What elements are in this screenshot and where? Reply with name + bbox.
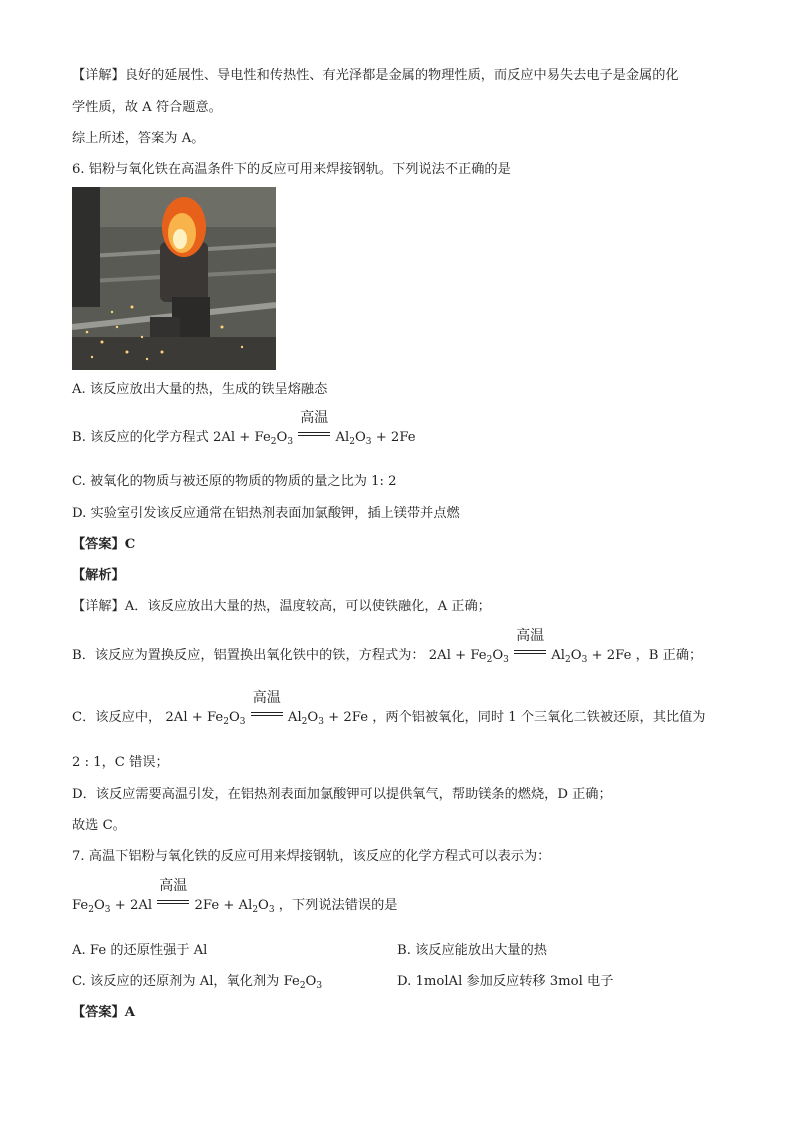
eq-sub: 3: [365, 437, 372, 447]
analysis-label: 【解析】: [72, 568, 125, 583]
eq-o: O: [93, 898, 105, 913]
detail-6a: 【详解】A．该反应放出大量的热，温度较高，可以使铁融化，A 正确；: [72, 599, 491, 614]
eq-sub: 2: [299, 981, 306, 991]
option-6b-text: B. 该反应的化学方程式: [72, 430, 209, 445]
condition-label: 高温: [516, 628, 545, 644]
equation-6b: [212, 410, 416, 447]
eq-o: O: [276, 430, 288, 445]
detail-6c-ratio: 2 : 1，C 错误；: [72, 755, 169, 770]
answer-7: 【答案】A: [72, 1005, 135, 1020]
detail-6b-text: B．该反应为置换反应，铝置换出氧化铁中的铁，方程式为：: [72, 648, 425, 663]
eq-lhs-mid: + 2Al: [110, 898, 153, 913]
question-7-tail: ，下列说法错误的是: [278, 898, 398, 913]
option-6d: D. 实验室引发该反应通常在铝热剂表面加氯酸钾，插上镁带并点燃: [72, 506, 460, 521]
question-7: 7. 高温下铝粉与氧化铁的反应可用来焊接钢轨，该反应的化学方程式可以表示为：: [72, 849, 551, 864]
option-7a: A. Fe 的还原性强于 Al: [72, 943, 208, 958]
eq-rhs: Al: [335, 430, 350, 445]
eq-sub: 2: [270, 437, 277, 447]
eq-lhs: 2Al + Fe: [212, 430, 271, 445]
option-6a: A. 该反应放出大量的热，生成的铁呈熔融态: [72, 382, 328, 397]
eq-sub: 2: [88, 905, 94, 915]
eq-rhs: 2Fe + Al: [194, 898, 253, 913]
eq-sub: 3: [268, 905, 275, 915]
detail-text-2: 学性质，故 A 符合题意。: [72, 100, 222, 115]
thermite-welding-photo: [72, 187, 276, 370]
thermite-photo-drawing: [72, 187, 276, 370]
option-7d: D. 1molAl 参加反应转移 3mol 电子: [397, 974, 614, 989]
condition-label: 高温: [252, 690, 281, 706]
detail-6b-tail: ，B 正确；: [635, 648, 703, 663]
eq-sub: 2: [252, 905, 259, 915]
eq-sub: 3: [581, 655, 588, 665]
detail-6c-text: C．该反应中，: [72, 710, 162, 725]
detail-6c: [72, 690, 706, 727]
eq-o: O: [258, 898, 269, 913]
eq-sub: 3: [318, 717, 324, 727]
condition-arrow: [514, 628, 546, 659]
eq-sub: 3: [316, 981, 323, 991]
condition-arrow: [157, 878, 189, 909]
summary-text: 综上所述，答案为 A。: [72, 131, 205, 146]
detail-6d: D．该反应需要高温引发，在铝热剂表面加氯酸钾可以提供氧气，帮助镁条的燃烧，D 正确；: [72, 787, 612, 802]
detail-text-1: 【详解】良好的延展性、导电性和传热性、有光泽都是金属的物理性质，而反应中易失去电子是金属的化: [72, 68, 679, 83]
eq-sub: 2: [486, 655, 493, 665]
condition-label: 高温: [300, 410, 329, 426]
option-7c: [72, 973, 322, 991]
equation-q7: [72, 878, 275, 915]
condition-arrow: [251, 690, 283, 721]
eq-rhs: Al: [287, 710, 302, 725]
eq-rhs-post: + 2Fe: [371, 430, 416, 445]
option-6b: [72, 410, 416, 447]
eq-rhs-post: + 2Fe: [587, 648, 632, 663]
eq-o: O: [492, 648, 504, 663]
option-7b: B. 该反应能放出大量的热: [397, 943, 547, 958]
question-7-equation: [72, 878, 398, 915]
answer-6: 【答案】C: [72, 537, 136, 552]
option-7c-text: C. 该反应的还原剂为 Al，氧化剂为: [72, 974, 284, 989]
fe2o3-formula: [284, 973, 323, 991]
eq-fe: Fe: [283, 974, 300, 989]
condition-label: 高温: [159, 878, 188, 894]
eq-o: O: [354, 430, 366, 445]
equation-d3: [165, 690, 369, 727]
eq-sub: 3: [287, 437, 294, 447]
detail-conclusion: 故选 C。: [72, 818, 126, 833]
condition-arrow: [298, 410, 330, 441]
eq-sub: 3: [239, 717, 246, 727]
eq-sub: 2: [349, 437, 355, 447]
equation-d2: [428, 628, 632, 665]
eq-sub: 2: [223, 717, 229, 727]
eq-o: O: [570, 648, 582, 663]
eq-sub: 3: [503, 655, 509, 665]
eq-o: O: [228, 710, 240, 725]
detail-6b: [72, 628, 703, 665]
option-6c: C. 被氧化的物质与被还原的物质的物质的量之比为 1: 2: [72, 474, 397, 489]
eq-sub: 2: [301, 717, 308, 727]
eq-o: O: [305, 974, 317, 989]
eq-sub: 3: [104, 905, 111, 915]
eq-lhs: Fe: [72, 898, 89, 913]
eq-rhs-post: + 2Fe: [323, 710, 369, 725]
eq-sub: 2: [565, 655, 571, 665]
eq-o: O: [307, 710, 319, 725]
eq-lhs: 2Al + Fe: [428, 648, 487, 663]
question-6: 6. 铝粉与氧化铁在高温条件下的反应可用来焊接钢轨。下列说法不正确的是: [72, 162, 511, 177]
eq-rhs: Al: [551, 648, 566, 663]
detail-6c-tail: ，两个铝被氧化，同时 1 个三氧化二铁被还原，其比值为: [372, 710, 706, 725]
eq-lhs: 2Al + Fe: [165, 710, 224, 725]
